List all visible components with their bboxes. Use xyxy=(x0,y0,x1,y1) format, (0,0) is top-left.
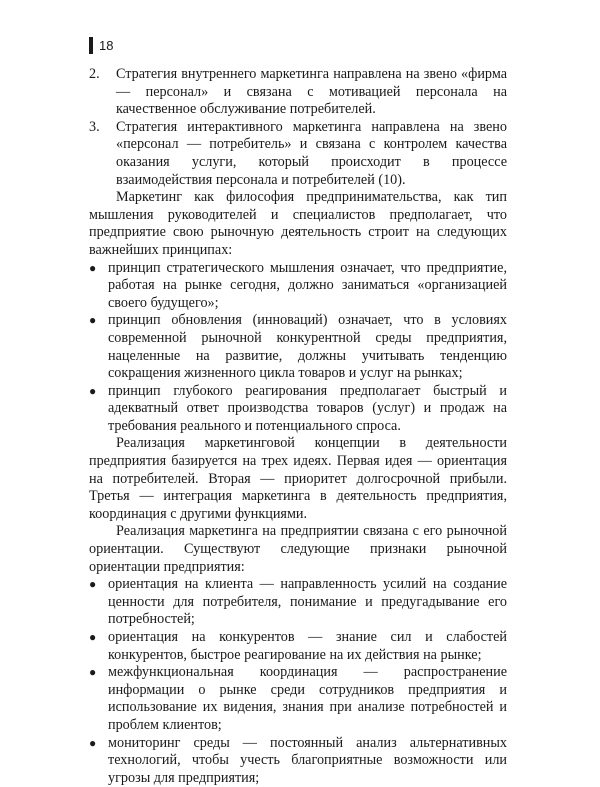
paragraph-market-orientation: Реализация маркетинга на предприятии связана с его рыночной ориентации. Существуют следующие признаки рыночной ориентации предприятия: xyxy=(89,523,507,575)
page-body xyxy=(89,66,507,787)
item-number: 2. xyxy=(89,66,100,82)
bullet-icon: ● xyxy=(89,735,97,750)
bullet-icon: ● xyxy=(89,577,97,592)
numbered-item-2 xyxy=(89,66,507,119)
bullet-text: принцип обновления (инноваций) означает, что в условиях современной рыночной конкурентной среды предприятия, нацеленные на развитие, должны учитывать тенденцию сокращения жизненного цикла товаров и услуг на рынках; xyxy=(108,312,507,382)
bullet-item xyxy=(89,629,507,664)
item-number: 3. xyxy=(89,118,100,135)
bullet-item xyxy=(89,664,507,734)
bullet-icon: ● xyxy=(89,383,97,398)
bullet-item xyxy=(89,260,507,313)
bullet-icon: ● xyxy=(89,313,97,328)
item-text: Стратегия внутреннего маркетинга направлена на звено «фирма — персонал» и связана с мотивацией персонала на качественное обслуживание потребителей. xyxy=(116,66,507,118)
bullet-item xyxy=(89,383,507,436)
numbered-item-3 xyxy=(89,119,507,189)
item-text: Стратегия интерактивного маркетинга направлена на звено «персонал — потребитель» и связана с контролем качества оказания услуги, который происходит в процессе взаимодействия персонала и потребителей (10). xyxy=(116,118,507,188)
page-header xyxy=(89,37,113,54)
paragraph-concept-implementation: Реализация маркетинговой концепции в деятельности предприятия базируется на трех идеях. Первая идея — ориентация на потребителей. Вторая — приоритет долгосрочной прибыли. Третья — интеграция маркетинга в деятельность предприятия, координация с другими функциями. xyxy=(89,435,507,522)
page-number: 18 xyxy=(99,38,114,53)
bullet-text: ориентация на конкурентов — знание сил и слабостей конкурентов, быстрое реагирование на их действия на рынке; xyxy=(108,629,507,663)
bullet-text: межфункциональная координация — распространение информации о рынке среди сотрудников предприятия и использование их видения, знания при анализе потребностей и проблем клиентов; xyxy=(108,664,507,733)
bullet-icon: ● xyxy=(89,665,97,680)
paragraph-marketing-philosophy: Маркетинг как философия предпринимательства, как тип мышления руководителей и специалистов предполагает, что предприятие свою рыночную деятельность строит на следующих важнейших принципах: xyxy=(89,189,507,258)
bullet-text: ориентация на клиента — направленность усилий на создание ценности для потребителя, понимание и предугадывание его потребностей; xyxy=(108,576,507,628)
header-bar xyxy=(89,37,93,54)
bullet-item xyxy=(89,735,507,787)
bullet-icon: ● xyxy=(89,260,97,275)
bullet-icon: ● xyxy=(89,630,97,644)
bullet-item xyxy=(89,312,507,382)
bullet-text: принцип глубокого реагирования предполагает быстрый и адекватный ответ производства товаров (услуг) и продаж на требования реального и потенциального спроса. xyxy=(108,382,507,434)
bullet-text: принцип стратегического мышления означает, что предприятие, работая на рынке сегодня, должно заниматься «организацией своего будущего»; xyxy=(108,259,507,311)
bullet-item xyxy=(89,576,507,629)
bullet-text: мониторинг среды — постоянный анализ альтернативных технологий, чтобы учесть благоприятные возможности или угрозы для предприятия; xyxy=(108,734,507,786)
